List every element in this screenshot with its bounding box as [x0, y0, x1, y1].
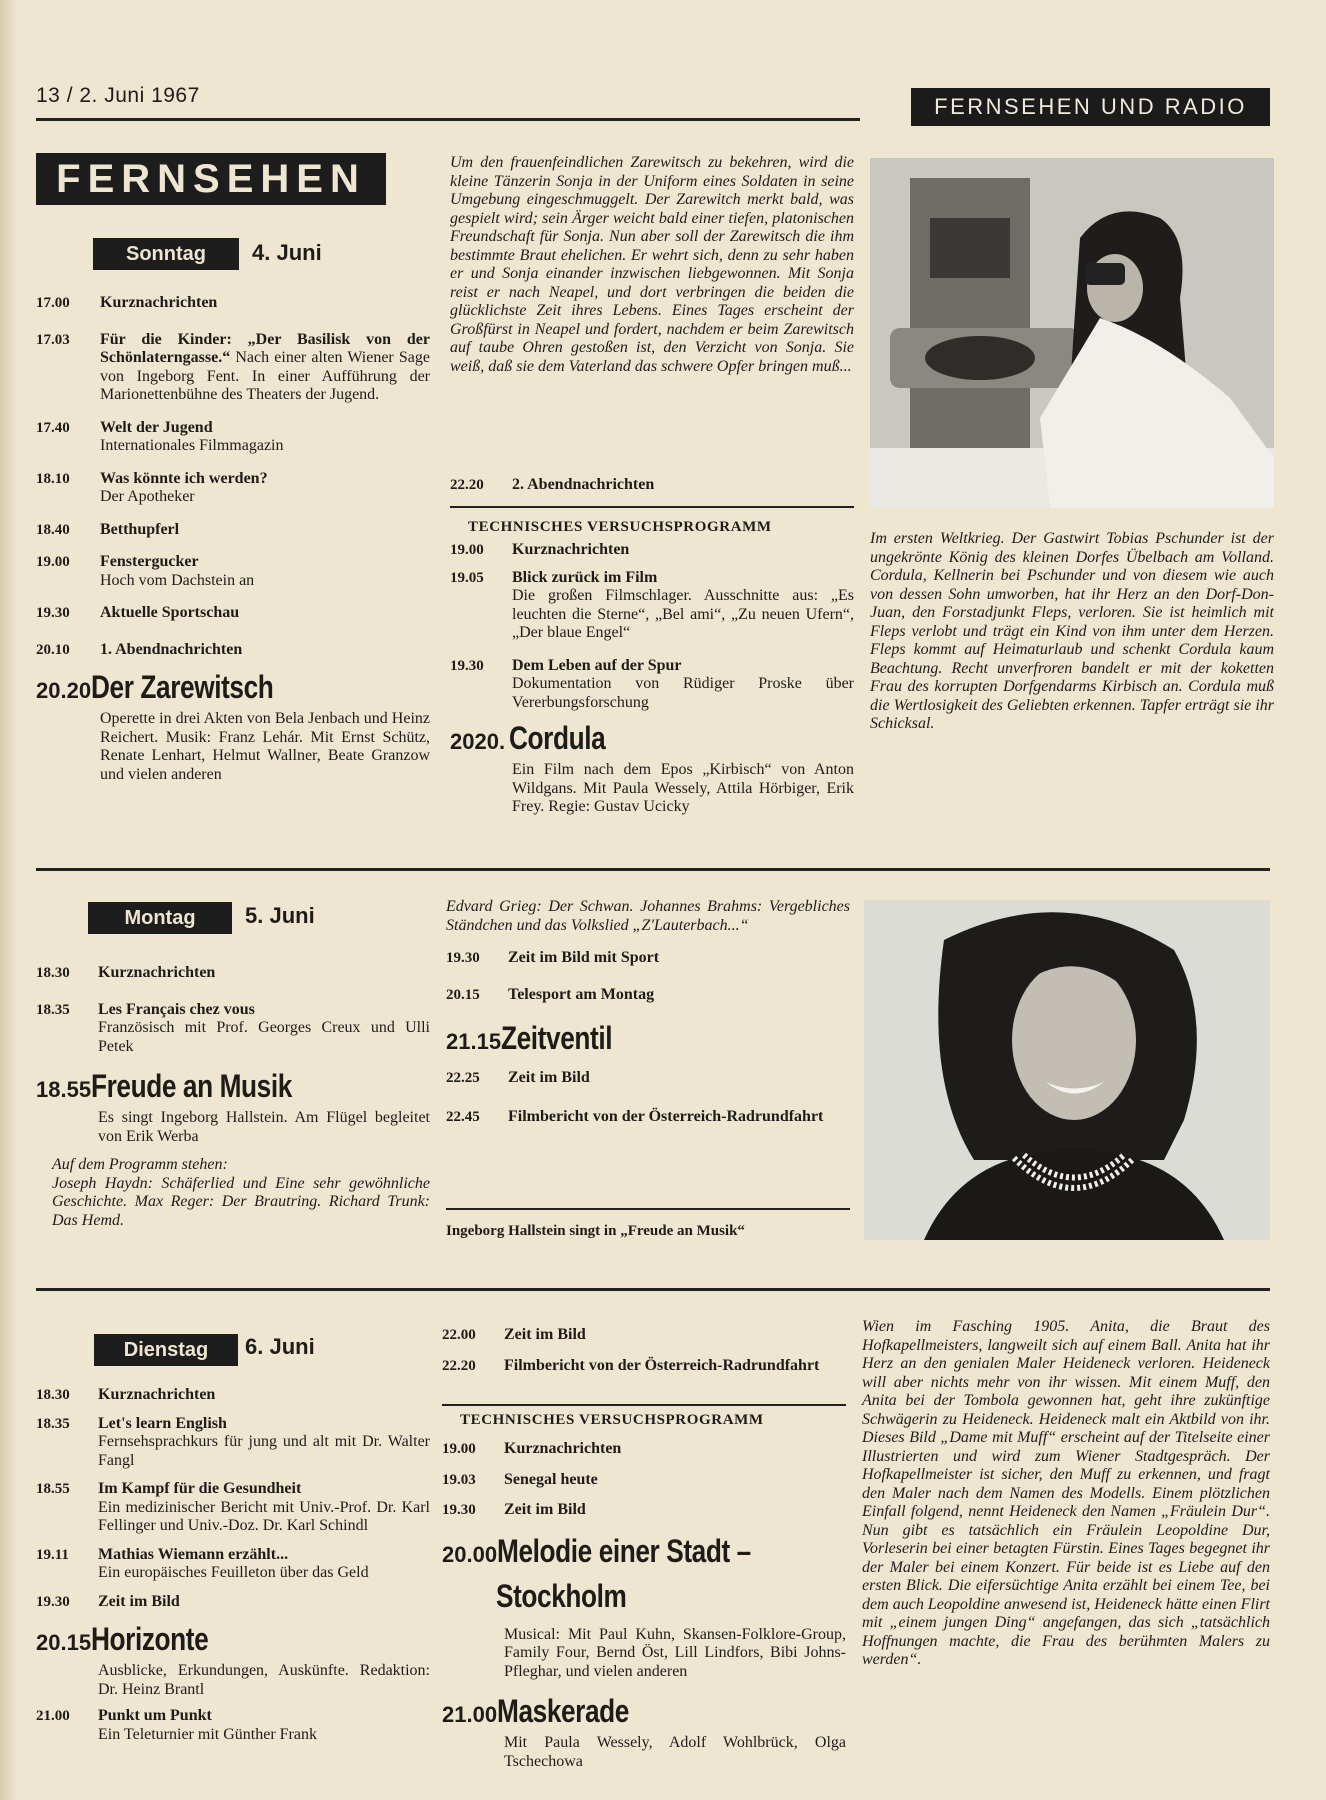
program-title: Blick zurück im Film [512, 568, 658, 586]
program-time: 22.45 [446, 1108, 480, 1125]
tech-program-title: TECHNISCHES VERSUCHSPROGRAMM [460, 1412, 764, 1428]
feature-program [446, 1020, 850, 1057]
program-item [36, 1415, 430, 1471]
program-item [36, 1546, 430, 1583]
page-gutter [0, 0, 18, 1800]
program-item [450, 476, 854, 495]
program-item [446, 1069, 850, 1088]
program-item [442, 1357, 846, 1376]
day-date-tuesday: 6. Juni [245, 1334, 315, 1359]
synopsis-zarewitsch: Um den frauenfeindlichen Zarewitsch zu bekehren, wird die kleine Tänzerin Sonja in der Uniform eines Soldaten in seine Umgebung eingeschmuggelt. Der Zarewitch merkt bald, was gespielt wird; sein Ärger weicht bald einer tiefen, platonischen Freundschaft für Sonja. Nun aber soll der Zarewitsch die ihm bestimmte Braut ehelichen. Er wehrt sich, denn zu sehr haben er und Sonja einander inzwischen liebgewonnen. Mit Sonja reist er nach Neapel, und dort verbringen die beiden die glücklichste Zeit ihres Lebens. Eines Tages erscheint der Großfürst in Neapel und fordert, nachdem er beim Zarewitsch auf taube Ohren gestoßen ist, den Verzicht von Sonja. Sie weiß, daß sie dem Vaterland das schwere Opfer bringen muß... [450, 154, 854, 375]
program-title: Zeit im Bild [98, 1592, 180, 1610]
program-title: Kurznachrichten [98, 964, 216, 981]
feature-title: Cordula [509, 720, 606, 756]
tech-program-title: TECHNISCHES VERSUCHSPROGRAMM [468, 519, 772, 535]
program-time: 18.55 [36, 1481, 70, 1497]
program-item [450, 541, 854, 560]
program-desc: Der Apotheker [100, 488, 195, 505]
feature-desc: Ein Film nach dem Epos „Kirbisch“ von Anton Wildgans. Mit Paula Wessely, Attila Hörbiger, Erik Frey. Regie: Gustav Ucicky [512, 761, 854, 815]
feature-title: Horizonte [91, 1621, 209, 1657]
program-item [446, 1108, 850, 1127]
program-time: 22.25 [446, 1070, 480, 1086]
program-item [450, 569, 854, 643]
feature-time: 20.15 [36, 1630, 92, 1655]
program-desc: Internationales Filmmagazin [100, 437, 284, 454]
program-item [36, 294, 430, 313]
program-item [442, 1471, 846, 1490]
day-badge-monday: Montag [88, 902, 232, 934]
program-time: 18.40 [36, 521, 70, 538]
divider [446, 1208, 850, 1210]
program-time: 20.10 [36, 641, 70, 658]
program-item [36, 1707, 430, 1744]
program-title: Les Français chez vous [98, 1000, 255, 1018]
program-time: 18.30 [36, 1387, 70, 1403]
day-date-sunday: 4. Juni [252, 240, 322, 265]
tuesday-tech-schedule [442, 1440, 846, 1771]
program-desc: Dokumentation von Rüdiger Proske über Vererbungsforschung [512, 675, 854, 711]
divider [450, 506, 854, 508]
feature-program [36, 1068, 430, 1105]
program-item [36, 1001, 430, 1057]
program-title: Kurznachrichten [504, 1440, 622, 1457]
program-title: Welt der Jugend [100, 418, 213, 436]
feature-program [36, 1621, 430, 1658]
program-time: 19.00 [36, 554, 70, 570]
program-desc: Französisch mit Prof. Georges Creux und Ulli Petek [98, 1019, 430, 1055]
program-title: Senegal heute [504, 1470, 598, 1488]
program-title: Zeit im Bild [504, 1326, 586, 1343]
program-time: 19.30 [36, 1593, 70, 1610]
program-title: Filmbericht von der Österreich-Radrundfahrt [508, 1107, 824, 1125]
program-item [442, 1326, 846, 1345]
feature-time: 21.15 [446, 1029, 502, 1054]
program-time: 19.30 [450, 657, 484, 674]
program-title: Betthupferl [100, 520, 180, 538]
program-time: 18.10 [36, 470, 70, 487]
monday-schedule-cont [446, 898, 850, 1126]
program-item [36, 1386, 430, 1405]
program-item [36, 1593, 430, 1612]
feature-program [442, 1532, 846, 1622]
program-item [36, 641, 430, 660]
program-time: 19.03 [442, 1471, 476, 1488]
program-desc: Ein Teleturnier mit Günther Frank [98, 1725, 317, 1743]
section-header-box: FERNSEHEN UND RADIO [911, 88, 1270, 126]
feature-desc: Ausblicke, Erkundungen, Auskünfte. Redaktion: Dr. Heinz Brantl [98, 1662, 430, 1698]
program-item [36, 521, 430, 540]
program-title: Punkt um Punkt [98, 1707, 212, 1724]
program-time: 17.03 [36, 331, 70, 348]
tuesday-schedule [36, 1386, 430, 1744]
sunday-schedule [36, 294, 430, 784]
program-title: Telesport am Montag [508, 985, 655, 1003]
program-time: 19.30 [446, 950, 480, 966]
feature-title-line1: Melodie einer Stadt – [497, 1532, 751, 1569]
program-time: 19.11 [36, 1546, 69, 1563]
divider [36, 868, 1270, 871]
feature-program [36, 669, 430, 706]
program-item [450, 657, 854, 713]
program-item [446, 949, 850, 968]
feature-title: Der Zarewitsch [91, 669, 274, 705]
program-time: 22.20 [442, 1357, 476, 1374]
program-time: 18.30 [36, 965, 70, 981]
program-item [36, 964, 430, 983]
feature-time: 21.00 [442, 1702, 498, 1727]
page-date: 13 / 2. Juni 1967 [36, 84, 200, 107]
program-time: 19.00 [450, 542, 484, 558]
program-title: Zeit im Bild [508, 1069, 590, 1086]
program-time: 17.40 [36, 419, 70, 436]
program-title: Im Kampf für die Gesundheit [98, 1480, 302, 1497]
program-title: 1. Abendnachrichten [100, 640, 243, 658]
program-desc: Fernsehsprachkurs für jung und alt mit Dr. Walter Fangl [98, 1433, 430, 1469]
day-date-monday: 5. Juni [245, 903, 315, 928]
program-title: Zeit im Bild [504, 1501, 586, 1518]
program-item [36, 331, 430, 405]
feature-title: Freude an Musik [91, 1068, 292, 1104]
day-badge-tuesday: Dienstag [94, 1334, 238, 1366]
program-time: 19.30 [442, 1502, 476, 1518]
program-time: 18.35 [36, 1415, 70, 1432]
program-desc: Hoch vom Dachstein an [100, 571, 255, 589]
feature-desc: Operette in drei Akten von Bela Jenbach und Heinz Reichert. Musik: Franz Lehár. Mit Ernst Schütz, Renate Lenhart, Helmut Wallner, Beate Granzow und vielen anderen [100, 710, 430, 783]
program-item [36, 604, 430, 623]
program-title: 2. Abendnachrichten [512, 476, 655, 493]
divider [442, 1404, 846, 1406]
program-desc: Die großen Filmschlager. Ausschnitte aus: „Es leuchten die Sterne“, „Bel ami“, „Zu neuen Ufern“, „Der blaue Engel“ [512, 587, 854, 641]
program-title: Mathias Wiemann erzählt... [98, 1545, 289, 1563]
feature-desc: Musical: Mit Paul Kuhn, Skansen-Folklore-Group, Family Four, Bernd Öst, Lill Lindfors, Bibi Johns-Pfleghar, und vielen anderen [504, 1625, 846, 1680]
photo-ingeborg-hallstein [864, 900, 1270, 1240]
synopsis-maskerade: Wien im Fasching 1905. Anita, die Braut des Hofkapellmeisters, langweilt sich auf einem Ball. Anita hat ihr Herz an den genialen Maler Heideneck verloren. Heideneck will aber nichts mehr von ihr wissen. Mit einem Muff, den Anita bei der Tombola gewonnen hat, geht ihre zukünftige Schwägerin zu Heideneck. Heideneck malt ein Aktbild von ihr. Dieses Bild „Dame mit Muff“ erscheint auf der Titelseite einer Illustrierten und wird zum Wiener Stadtgespräch. Der Hofkapellmeister ist sicher, den Muff zu erkennen, und fragt den Maler nach dem Namen des Modells. Einem plötzlichen Einfall folgend, nennt Heideneck den Namen „Fräulein Dur“. Nun gibt es tatsächlich ein Fräulein Leopoldine Dur, Vorleserin bei einer betagten Fürstin. Eines Tages begegnet ihr der Maler bei einem Konzert. Für beide ist es Liebe auf den ersten Blick. Die eifersüchtige Anita erzählt bei einem Tee, bei dem auch Leopoldine anwesend ist, Heideneck hätte einen Flirt mit „einem jungen Ding“ angefangen, das sich „tatsächlich Hoffnungen machte, die Frau des berühmten Malers zu werden“. [862, 1318, 1270, 1668]
header-rule [36, 118, 860, 121]
program-time: 22.20 [450, 477, 484, 493]
feature-program [450, 720, 854, 757]
program-desc: Ein medizinischer Bericht mit Univ.-Prof. Dr. Karl Fellinger und Univ.-Doz. Dr. Karl Schindl [98, 1498, 430, 1534]
section-title: FERNSEHEN [36, 153, 386, 205]
synopsis-cordula: Im ersten Weltkrieg. Der Gastwirt Tobias Pschunder ist der ungekrönte König des kleinen Dorfes Übelbach am Volland. Cordula, Kellnerin bei Pschunder und von diesem wie auch von dessen Sohn umworben, hat ihr Herz an den Dorf-Don-Juan, den Forstadjunkt Fleps, verloren. Sie ist heimlich mit Fleps verlobt und trägt ein Kind von ihm unter dem Herzen. Fleps kommt auf Heimaturlaub und schenkt Cordula kaum Beachtung. Recht unverfroren bandelt er mit der koketten Frau des korrupten Dorfgendarms Kirbisch an. Cordula muß die Wertlosigkeit des Geliebten erkennen. Tapfer erträgt sie ihr Schicksal. [870, 530, 1274, 732]
feature-title: Maskerade [497, 1693, 630, 1729]
program-desc: Nach einer alten Wiener Sage von Ingeborg Fent. In einer Aufführung der Marionettenbühne des Theaters der Jugend. [100, 349, 431, 403]
feature-title: Zeitventil [501, 1020, 613, 1056]
program-time: 19.00 [442, 1441, 476, 1457]
program-title: Zeit im Bild mit Sport [508, 949, 660, 966]
program-item [36, 553, 430, 590]
monday-schedule [36, 964, 430, 1230]
program-list-cont: Edvard Grieg: Der Schwan. Johannes Brahms: Vergebliches Ständchen und das Volkslied „Z'Lauterbach...“ [446, 898, 850, 934]
program-time: 22.00 [442, 1327, 476, 1343]
tuesday-schedule-cont [442, 1326, 846, 1383]
program-title: Fenstergucker [100, 553, 199, 570]
feature-program [442, 1693, 846, 1730]
program-time: 19.05 [450, 569, 484, 586]
tech-schedule [450, 541, 854, 817]
program-intro: Auf dem Programm stehen: [52, 1156, 228, 1173]
feature-time: 2020. [450, 729, 506, 754]
program-title: Aktuelle Sportschau [100, 604, 240, 621]
program-time: 17.00 [36, 295, 70, 311]
program-item [442, 1440, 846, 1459]
program-time: 19.30 [36, 605, 70, 621]
program-item [446, 986, 850, 1005]
program-time: 18.35 [36, 1001, 70, 1018]
feature-desc: Mit Paula Wessely, Adolf Wohlbrück, Olga Tschechowa [504, 1734, 846, 1770]
photo-caption: Ingeborg Hallstein singt in „Freude an Musik“ [446, 1223, 745, 1239]
program-title: Let's learn English [98, 1414, 227, 1432]
program-title: Für die Kinder: „Der Basilisk von der Schönlaterngasse.“ [100, 330, 430, 366]
program-title: Filmbericht von der Österreich-Radrundfahrt [504, 1356, 820, 1374]
program-item [36, 1480, 430, 1536]
divider [36, 1288, 1270, 1291]
program-title: Dem Leben auf der Spur [512, 656, 682, 674]
program-time: 21.00 [36, 1708, 70, 1724]
day-badge-sunday: Sonntag [93, 238, 239, 270]
program-title: Was könnte ich werden? [100, 469, 268, 487]
feature-time: 18.55 [36, 1077, 92, 1102]
program-time: 20.15 [446, 986, 480, 1003]
program-title: Kurznachrichten [98, 1386, 216, 1403]
program-title: Kurznachrichten [512, 541, 630, 558]
photo-lab-woman [870, 158, 1274, 508]
feature-desc: Es singt Ingeborg Hallstein. Am Flügel begleitet von Erik Werba [98, 1109, 430, 1145]
feature-time: 20.20 [36, 678, 92, 703]
program-item [36, 470, 430, 507]
feature-time: 20.00 [442, 1541, 498, 1567]
program-item [442, 1501, 846, 1520]
program-title: Kurznachrichten [100, 294, 218, 311]
program-item [36, 419, 430, 456]
program-desc: Ein europäisches Feuilleton über das Geld [98, 1564, 369, 1581]
feature-title-line2: Stockholm [496, 1577, 627, 1614]
program-list: Joseph Haydn: Schäferlied und Eine sehr gewöhnliche Geschichte. Max Reger: Der Brautring. Richard Trunk: Das Hemd. [52, 1174, 430, 1229]
